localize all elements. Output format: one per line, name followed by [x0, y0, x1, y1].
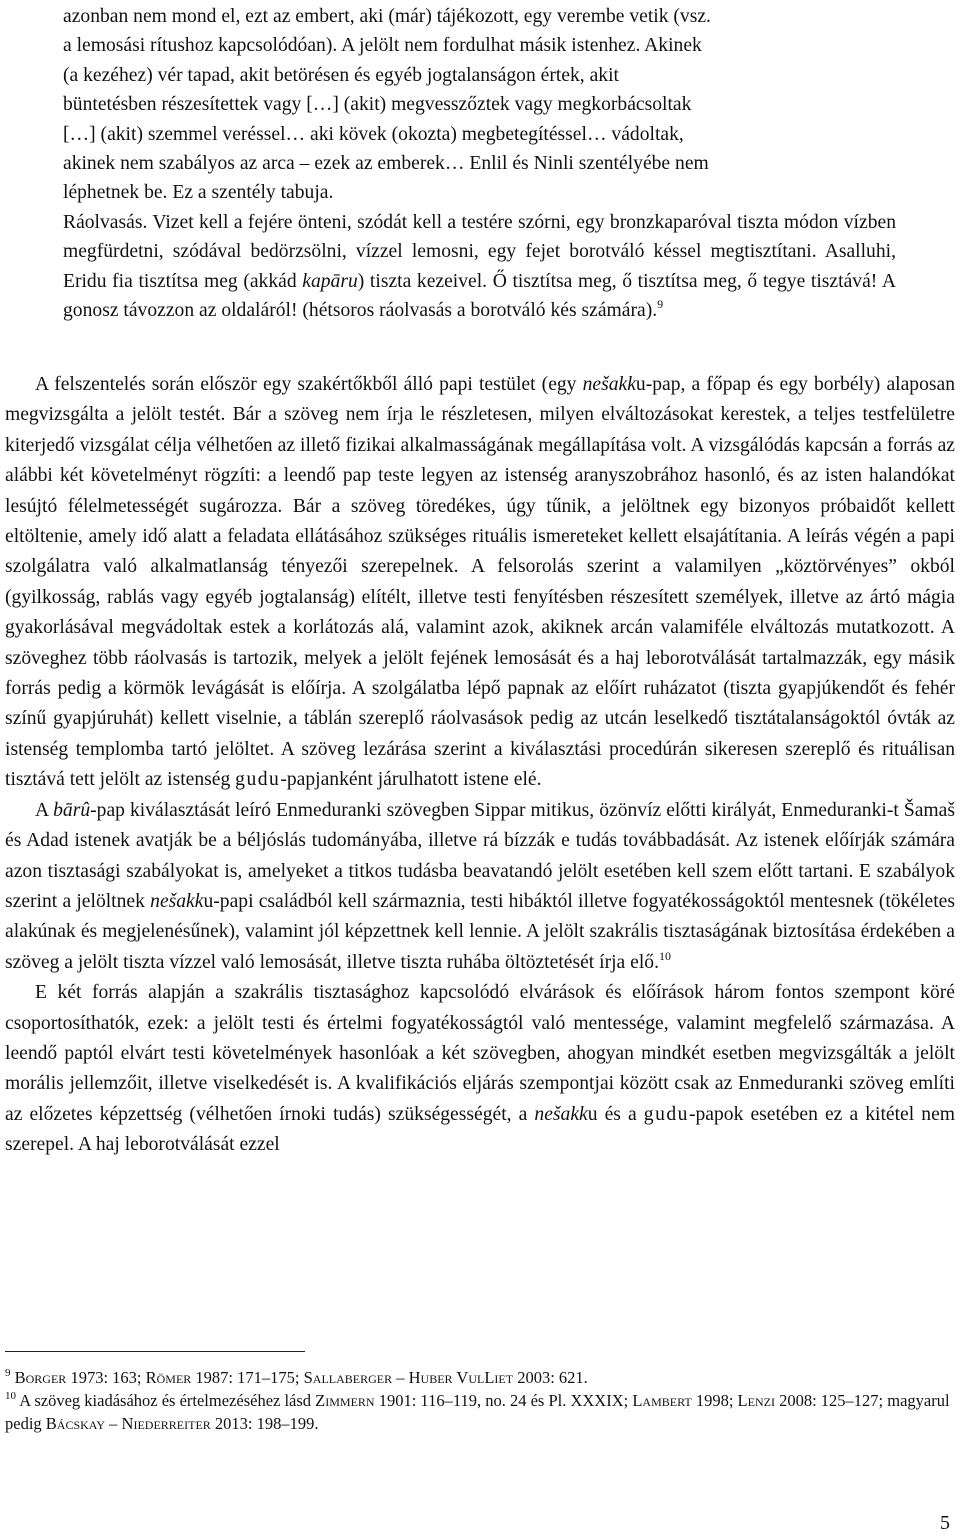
akkadian-term: nešakk	[150, 890, 204, 912]
akkadian-term: nešakk	[534, 1103, 588, 1125]
footnote-number: 10	[5, 1390, 16, 1402]
footnote-ref-9[interactable]: 9	[657, 297, 664, 312]
quote-line: a lemosási rítushoz kapcsolódóan). A jelölt nem fordulhat másik istenhez. Akinek	[63, 35, 702, 57]
quote-line: akinek nem szabályos az arca – ezek az emberek… Enlil és Ninli szentélyébe nem	[63, 153, 709, 175]
sumerian-term: gudu	[643, 1103, 689, 1125]
page-number: 5	[940, 1512, 950, 1534]
body-paragraph-1: A felszentelés során először egy szakértőkből álló papi testület (egy nešakku-pap, a főpap és egy borbély) alaposan megvizsgálta a jelölt testét. Bár a szöveg nem írja le részletesen, milyen elváltozásokat kerestek, a teljes testfelületre kiterjedő vizsgálat célja vélhetően az illető fizikai alkalmasságának megállapítása volt. A vizsgálódás kapcsán a forrás az alábbi két követelményt rögzíti: a leendő pap teste legyen az istenség aranyszobrához hasonló, és az isten halandókat lesújtó félelmetességét sugározza. Bár a szöveg töredékes, úgy tűnik, a jelöltnek egy bizonyos próbaidőt kellett eltöltenie, amely idő alatt a feladata ellátásához szükséges rituális ismereteket kellett elsajátítania. A leírás végén a papi szolgálatra való alkalmatlanság tényezői szerepelnek. A felsorolás szerint a valamilyen „köztörvényes” okból (gyilkosság, rablás vagy egyéb jogtalanság) elítélt, illetve testi fenyítésben részesített személyek, illetve az ártó mágia gyakorlásával megvádoltak estek a korlátozás alá, valamint azok, akiknek arcán valamiféle elváltozás mutatkozott. A szöveghez több ráolvasás is tartozik, melyek a jelölt fejének lemosását és a haj leborotválását tartalmazzák, egy másik forrás pedig a körmök levágását is előírja. A szolgálatba lépő papnak az előírt ruházatot (tiszta gyapjúkendőt és fehér színű gyapjúruhát) kellett viselnie, a táblán szereplő ráolvasások pedig az utcán leselkedő tisztátalanságoktól óvták az istenség templomba tartó jelöltet. A szöveg lezárása szerint a kiválasztási procedúrán sikeresen szereplő és rituálisan tisztává tett jelölt az istenség gudu-papjanként járulhatott istene elé.	[5, 374, 956, 791]
akkadian-term: kapāru	[302, 270, 358, 292]
sumerian-term: gudu	[235, 769, 281, 791]
footnote-10: $^{10}$ A szöveg kiadásához és értelmezéséhez lásd Zimmern 1901: 116–119, no. 24 és Pl. XXXIX; Lambert 1998; Lenzi 2008: 125–127; magyarul pedig Bácskay – Niederreiter 2013: 198–199.	[5, 1390, 950, 1433]
footnote-9: $^9$ Borger 1973: 163; Römer 1987: 171–175; Sallaberger – Huber VulLiet 2003: 621.	[5, 1367, 588, 1387]
footnote-separator	[5, 1351, 305, 1352]
footnote-ref-10[interactable]: 10	[658, 948, 671, 963]
incantation-paragraph: Ráolvasás. Vizet kell a fejére önteni, szódát kell a testére szórni, egy bronzkaparóval tiszta módon vízben megfürdetni, szódával bedörzsölni, vízzel lemosni, egy fejet borotváló késsel megtisztítani. Asalluhi, Eridu fia tisztítsa meg (akkád kapāru) tiszta kezeivel. Ő tisztítsa meg, ő tisztítsa meg, ő tegye tisztává! A gonosz távozzon az oldaláról! (hétsoros ráolvasás a borotváló kés számára).$^9$	[63, 211, 896, 322]
footnote-number: 9	[5, 1367, 11, 1379]
body-paragraph-3: E két forrás alapján a szakrális tisztasághoz kapcsolódó elvárások és előírások három fontos szempont köré csoportosíthatók, ezek: a jelölt testi és értelmi fogyatékosságtól való mentessége, valamint megfelelő származása. A leendő paptól elvárt testi követelmények hasonlóak a két szövegben, ahogyan mindkét esetben megvizsgálták a jelölt morális jellemzőit, illetve viselkedését is. A kvalifikációs eljárás szempontjai között csak az Enmeduranki szöveg említi az előzetes képzettség (vélhetően írnoki tudás) szükségességét, a nešakku és a gudu-papok esetében ez a kitétel nem szerepel. A haj leborotválását ezzel	[5, 982, 956, 1156]
quote-line: büntetésben részesítettek vagy […] (akit) megvesszőztek vagy megkorbácsoltak	[63, 94, 692, 116]
body-paragraph-2: A bārû-pap kiválasztását leíró Enmeduranki szövegben Sippar mitikus, özönvíz előtti királyát, Enmeduranki-t Šamaš és Adad istenek avatják be a béljóslás tudományába, illetve rá bízzák e tudás továbbadását. Az istenek előírják számára azon tisztasági szabályokat is, amelyeket a titkos tudásba beavatandó jelölt esetében kell szem előtt tartani. E szabályok szerint a jelöltnek nešakku-papi családból kell származnia, testi hibáktól illetve fogyatékosságoktól mentesnek (tökéletes alakúnak és megjelenésűnek), valamint jól képzettnek kell lennie. A jelölt szakrális tisztaságának biztosítása érdekében a szöveg a jelölt tiszta vízzel való lemosását, illetve tiszta ruhába öltöztetését írja elő.$^{10}$	[5, 799, 955, 973]
footnotes	[5, 1366, 955, 1435]
quoted-translation-block	[63, 2, 896, 325]
akkadian-term: nešakk	[582, 374, 636, 395]
akkadian-term: bārû	[53, 799, 91, 821]
quote-line: azonban nem mond el, ezt az embert, aki (már) tájékozott, egy verembe vetik (vsz.	[63, 6, 711, 27]
quote-line: […] (akit) szemmel veréssel… aki kövek (okozta) megbetegítéssel… vádoltak,	[63, 123, 684, 145]
quote-line: (a kezéhez) vér tapad, akit betörésen és egyéb jogtalanságon értek, akit	[63, 64, 619, 86]
main-body-text	[5, 370, 955, 1161]
quote-line: léphetnek be. Ez a szentély tabuja.	[63, 182, 334, 204]
